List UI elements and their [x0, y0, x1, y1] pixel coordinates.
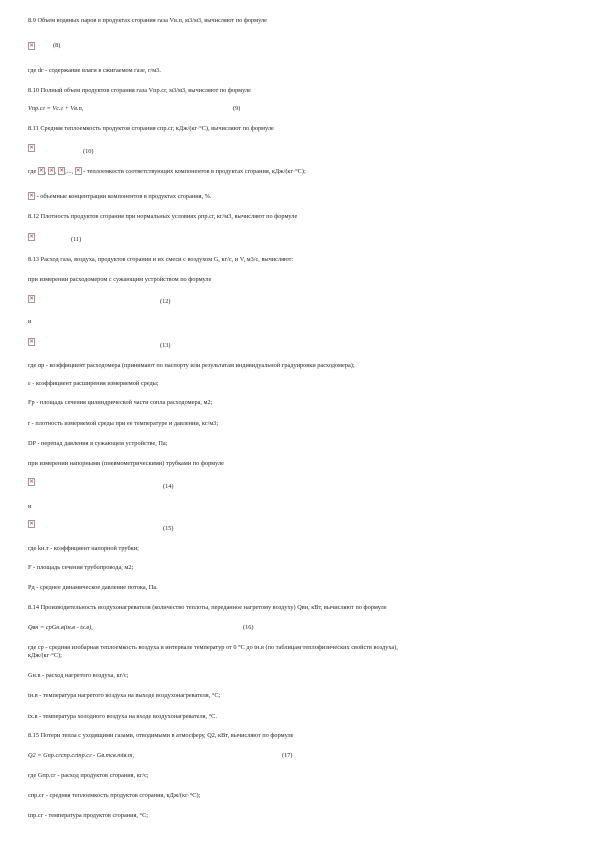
formula-number: (15) [163, 525, 174, 532]
paragraph-8-10: 8.10 Полный объем продуктов сгорания газа Vпр.сг, м3/м3, вычисляют по формуле [28, 87, 251, 94]
definition-components-row [28, 167, 306, 176]
definition-text: где dг - содержание влаги в сжигаемом газе, г/м3. [28, 67, 161, 74]
definition-text: - теплоемкости соответствующих компонентов в продуктах сгорания, кДж/(кг·°С); [83, 168, 306, 175]
conjunction: и [28, 503, 32, 510]
broken-image-icon [28, 338, 35, 346]
definition-text: где ср - средняя изобарная теплоемкость воздуха в интервале температур от 0 °С до tн.в (по таблицам теплофизических свойств воздуха), [28, 644, 398, 651]
text-line: при измерении расходомером с сужающим устройством по формуле [28, 276, 212, 283]
formula-number: (9) [233, 105, 241, 112]
definition-text: r - плотность измеряемой среды при ее температуре и давлении, кг/м3; [28, 420, 219, 427]
formula-11-row [28, 233, 35, 242]
broken-image-icon [28, 478, 35, 486]
separator: , [44, 168, 47, 175]
definition-text: ε - коэффициент расширения измеряемой среды; [28, 380, 159, 387]
formula-number: (13) [160, 342, 171, 349]
formula-14-row [28, 478, 35, 487]
broken-image-icon [28, 520, 35, 528]
definition-text: Gн.в - расход нагретого воздуха, кг/с; [28, 672, 129, 679]
paragraph-8-11: 8.11 Средняя теплоемкость продуктов сгорания спр.сг, кДж/(кг·°С), вычисляют по формуле [28, 125, 274, 132]
paragraph-8-13: 8.13 Расход газа, воздуха, продуктов сгорания и их смеси с воздухом G, кг/с, и V, м3/с, вычисляют: [28, 256, 294, 263]
formula-number: (10) [83, 148, 94, 155]
definition-text: Fр - площадь сечения цилиндрической части сопла расходомера, м2; [28, 399, 213, 406]
conjunction: и [28, 318, 32, 325]
formula-12-row [28, 295, 35, 304]
formula-17: Q2 = Gпр.сгспр.сгtпр.сг - Gв.тсв.тtв.т, [28, 752, 135, 759]
separator: , [55, 168, 57, 175]
formula-16: Qвн = срGн.в(tн.в - tх.в), [28, 624, 93, 631]
definition-prefix: где [28, 168, 37, 175]
paragraph-8-9: 8.9 Объем водяных паров в продуктах сгорания газа Vв.п, м3/м3, вычисляют по формуле [28, 17, 267, 24]
definition-text: кДж/(кг·°С); [28, 652, 62, 659]
definition-text: - объемные концентрации компонентов в продуктах сгорания, %. [36, 193, 212, 200]
broken-image-icon [28, 295, 35, 303]
formula-number: (11) [71, 236, 82, 243]
definition-text: DP - перепад давления в сужающем устройстве, Па; [28, 440, 168, 447]
formula-number: (16) [243, 624, 254, 631]
formula-number: (12) [160, 298, 171, 305]
broken-image-icon [38, 167, 45, 175]
definition-text: tпр.сг - температура продуктов сгорания, °С; [28, 812, 149, 819]
formula-8-row [28, 42, 61, 51]
broken-image-icon [75, 167, 82, 175]
broken-image-icon [58, 167, 65, 175]
formula-number: (14) [163, 483, 174, 490]
definition-concentrations-row [28, 192, 212, 201]
broken-image-icon [28, 233, 35, 241]
broken-image-icon [48, 167, 55, 175]
paragraph-8-12: 8.12 Плотность продуктов сгорания при нормальных условиях ρпр.сг, кг/м3, вычисляют по формуле [28, 213, 298, 220]
definition-text: спр.сг - средняя теплоемкость продуктов сгорания, кДж/(кг·°С); [28, 792, 201, 799]
definition-text: tн.в - температура нагретого воздуха на выходе воздухонагревателя, °С; [28, 692, 221, 699]
formula-number: (17) [282, 752, 293, 759]
ellipsis: ,..., [65, 168, 74, 175]
paragraph-8-14: 8.14 Производительность воздухонагревателя (количество теплоты, переданное нагретому воздуху) Qвн, кВт, вычисляют по формуле [28, 604, 387, 611]
definition-text: где αр - коэффициент расходомера (принимают по паспорту или результатам индивидуальной градуировки расходомера); [28, 362, 355, 369]
definition-text: Pд - среднее динамическое давление потока, Па. [28, 584, 158, 591]
formula-10-row [28, 144, 35, 153]
definition-text: tх.в - температура холодного воздуха на входе воздухонагревателя, °С. [28, 713, 217, 720]
broken-image-icon [28, 42, 35, 50]
broken-image-icon [28, 192, 35, 200]
formula-15-row [28, 520, 35, 529]
definition-text: где kн.т - коэффициент напорной трубки; [28, 545, 139, 552]
text-line: при измерении напорными (пневмометрическими) трубками по формуле [28, 460, 224, 467]
broken-image-icon [28, 144, 35, 152]
formula-13-row [28, 338, 35, 347]
definition-text: F - площадь сечения трубопровода, м2; [28, 564, 134, 571]
formula-number: (8) [53, 42, 61, 49]
definition-text: где Gпр.сг - расход продуктов сгорания, кг/с; [28, 772, 149, 779]
paragraph-8-15: 8.15 Потери тепла с уходящими газами, отводимыми в атмосферу, Q2, кВт, вычисляют по формуле [28, 732, 294, 739]
formula-9: Vпр.сг = Vc.г + Vв.п, [28, 105, 84, 112]
